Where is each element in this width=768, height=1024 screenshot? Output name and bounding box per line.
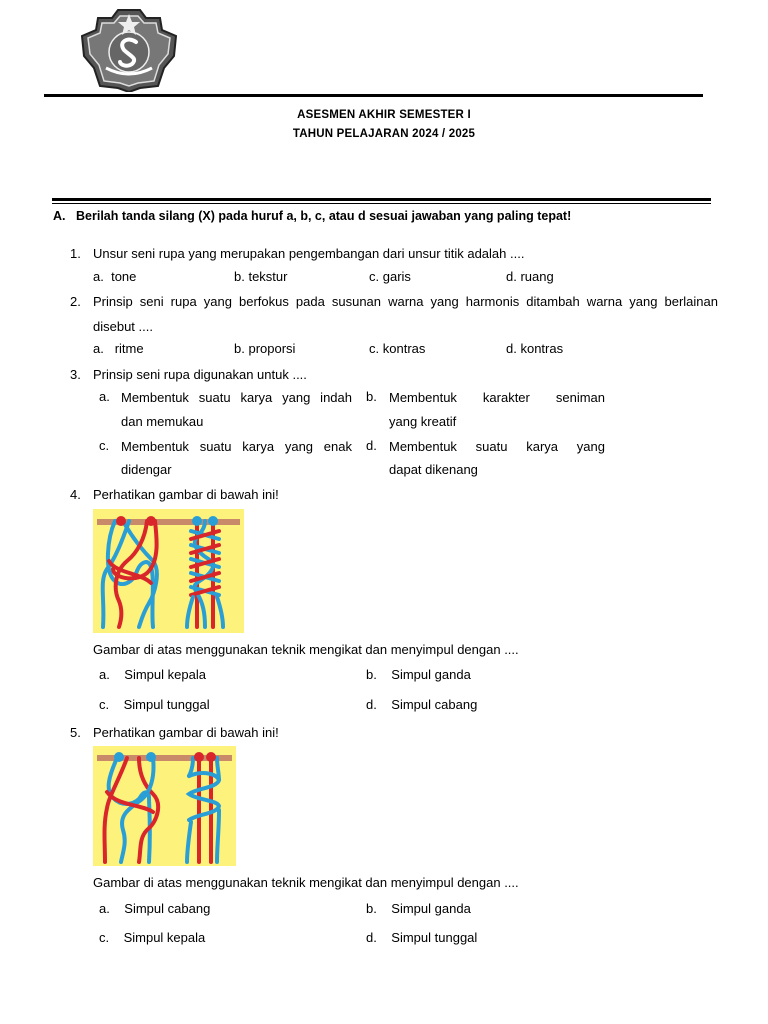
option-c-line2[interactable]: didengar: [121, 462, 172, 477]
question-number: 2.: [70, 294, 81, 309]
option-d-line2[interactable]: dapat dikenang: [389, 462, 478, 477]
section-letter: A.: [53, 209, 66, 223]
option-d[interactable]: d. Simpul tunggal: [366, 930, 478, 945]
option-b[interactable]: b. Simpul ganda: [366, 901, 471, 916]
option-c-line1[interactable]: Membentuk suatu karya yang enak: [121, 439, 352, 454]
option-b-letter[interactable]: b.: [366, 389, 377, 404]
option-d[interactable]: d. Simpul cabang: [366, 697, 478, 712]
option-c[interactable]: c. Simpul tunggal: [99, 697, 210, 712]
question-caption: Gambar di atas menggunakan teknik mengikat dan menyimpul dengan ....: [93, 875, 519, 890]
macrame-knot-image: [93, 746, 236, 866]
question-text: Prinsip seni rupa digunakan untuk ....: [93, 367, 307, 382]
option-b[interactable]: b. Simpul ganda: [366, 667, 471, 682]
option-d[interactable]: d. ruang: [506, 269, 554, 284]
question-caption: Gambar di atas menggunakan teknik mengikat dan menyimpul dengan ....: [93, 642, 519, 657]
regency-emblem-icon: [78, 6, 180, 92]
question-number: 5.: [70, 725, 81, 740]
option-a[interactable]: a. Simpul cabang: [99, 901, 211, 916]
question-text: Perhatikan gambar di bawah ini!: [93, 725, 279, 740]
option-a-line1[interactable]: Membentuk suatu karya yang indah: [121, 390, 352, 405]
option-a[interactable]: a. ritme: [93, 341, 144, 356]
option-c[interactable]: c. kontras: [369, 341, 426, 356]
question-number: 1.: [70, 246, 81, 261]
academic-year: TAHUN PELAJARAN 2024 / 2025: [292, 128, 476, 140]
option-a[interactable]: a. Simpul kepala: [99, 667, 206, 682]
question-number: 3.: [70, 367, 81, 382]
option-b-line2[interactable]: yang kreatif: [389, 414, 457, 429]
section-instruction: Berilah tanda silang (X) pada huruf a, b, c, atau d sesuai jawaban yang paling tepat!: [76, 209, 572, 223]
option-b[interactable]: b. proporsi: [234, 341, 296, 356]
option-c-letter[interactable]: c.: [99, 438, 110, 453]
option-a-line2[interactable]: dan memukau: [121, 414, 204, 429]
section-rule-thin: [52, 203, 711, 204]
option-a[interactable]: a. tone: [93, 269, 137, 284]
question-text-line1: Prinsip seni rupa yang berfokus pada susunan warna yang harmonis ditambah warna yang berlainan: [93, 294, 718, 309]
option-b-line1[interactable]: Membentuk karakter seniman: [389, 390, 605, 405]
section-rule-thick: [52, 198, 711, 201]
macrame-knot-image: [93, 509, 244, 633]
question-number: 4.: [70, 487, 81, 502]
question-text-line2: disebut ....: [93, 319, 153, 334]
option-c[interactable]: c. garis: [369, 269, 411, 284]
header-rule: [44, 94, 703, 97]
option-d-letter[interactable]: d.: [366, 438, 377, 453]
question-text: Perhatikan gambar di bawah ini!: [93, 487, 279, 502]
option-d[interactable]: d. kontras: [506, 341, 564, 356]
exam-title: ASESMEN AKHIR SEMESTER I: [297, 109, 471, 121]
option-c[interactable]: c. Simpul kepala: [99, 930, 206, 945]
option-d-line1[interactable]: Membentuk suatu karya yang: [389, 439, 605, 454]
option-a-letter[interactable]: a.: [99, 389, 110, 404]
option-b[interactable]: b. tekstur: [234, 269, 288, 284]
question-text: Unsur seni rupa yang merupakan pengembangan dari unsur titik adalah ....: [93, 246, 525, 261]
